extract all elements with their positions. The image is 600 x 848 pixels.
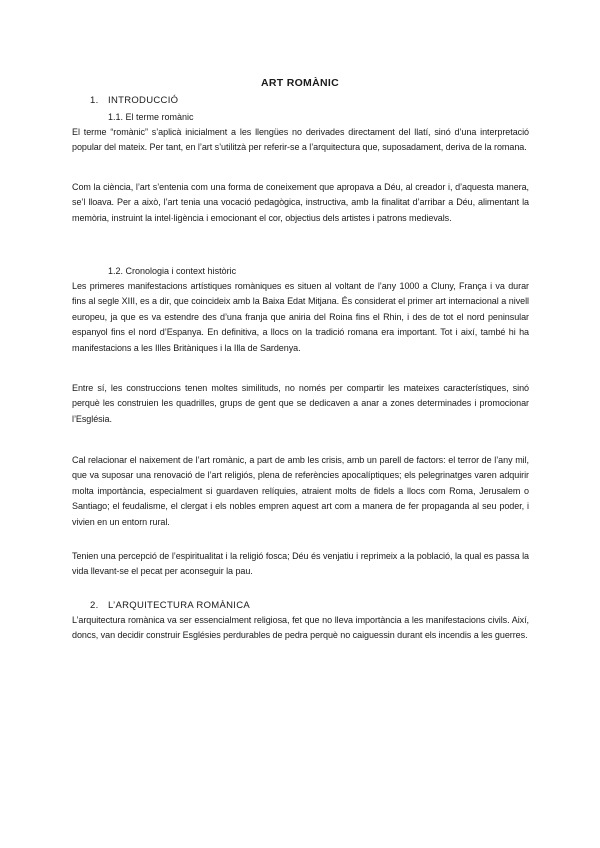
paragraph: Com la ciència, l’art s’entenia com una forma de coneixement que apropava a Déu, al creador i, d’aquesta manera, se’l lloava. Per a això, l’art tenia una vocació pedagògica, instructiva, amb la finalitat d’arribar a Déu, alimentant la memòria, instruint la intel·ligència i emocionant el cor, objectius dels artistes i patrons medievals. bbox=[72, 182, 529, 223]
paragraph: L’arquitectura romànica va ser essencialment religiosa, fet que no lleva importància a les manifestacions civils. Així, doncs, van decidir construir Esglésies perdurables de pedra perquè no caiguessin durant els incendis a les guerres. bbox=[72, 615, 529, 641]
section-title: INTRODUCCIÓ bbox=[108, 95, 179, 106]
document-title: ART ROMÀNIC bbox=[261, 77, 339, 89]
section-number: 2. bbox=[90, 600, 99, 611]
paragraph: Tenien una percepció de l’espiritualitat i la religió fosca; Déu és venjatiu i reprimeix a la població, la qual es passa la vida llevant-se el pecat per aconseguir la pau. bbox=[72, 551, 529, 577]
section-number: 1. bbox=[90, 95, 99, 106]
section-title: L’ARQUITECTURA ROMÀNICA bbox=[108, 600, 251, 611]
paragraph: Cal relacionar el naixement de l’art romànic, a part de amb les crisis, amb un parell de factors: el terror de l’any mil, que va suposar una renovació de l’art religiós, plena de referències apocalíptiques; els pelegrinatges varen adquirir molta importància, especialment si guardaven relíquies, atraient molts de fidels a llocs com Roma, Jerusalem o Santiago; el feudalisme, el clergat i els nobles empren aquest art com a manera de fer propaganda al seu poder, i vivien en un entorn rural. bbox=[72, 455, 529, 527]
subsection-heading-cronologia: 1.2. Cronologia i context històric bbox=[108, 266, 237, 276]
paragraph: Les primeres manifestacions artístiques romàniques es situen al voltant de l’any 1000 a Cluny, França i va durar fins al segle XIII, es a dir, que coincideix amb la Baixa Edat Mitjana. És considerat el primer art internacional a nivell europeu, ja que es va estendre des d’una franja que aniria del Roina fins el Rhin, i des de tot el nord peninsular espanyol fins el nord d’Espanya. En definitiva, a llocs on la tradició romana era important. Tot i així, també hi ha manifestacions a les Illes Britàniques i la Illa de Sardenya. bbox=[72, 281, 529, 353]
paragraph: El terme “romànic” s’aplicà inicialment a les llengües no derivades directament del llatí, sinó d’una interpretació popular del mateix. Per tant, en l’art s’utilitzà per referir-se a l’arquitectura que, suposadament, deriva de la romana. bbox=[72, 127, 529, 153]
subsection-heading-terme-romanic: 1.1. El terme romànic bbox=[108, 112, 194, 122]
section-heading-arquitectura bbox=[90, 600, 250, 611]
paragraph: Entre sí, les construccions tenen moltes similituds, no només per compartir les mateixes característiques, sinó perquè les construien les quadrilles, grups de gent que se dedicaven a anar a zones determinades i promocionar l’Església. bbox=[72, 383, 529, 424]
section-heading-introduccio bbox=[90, 95, 178, 106]
